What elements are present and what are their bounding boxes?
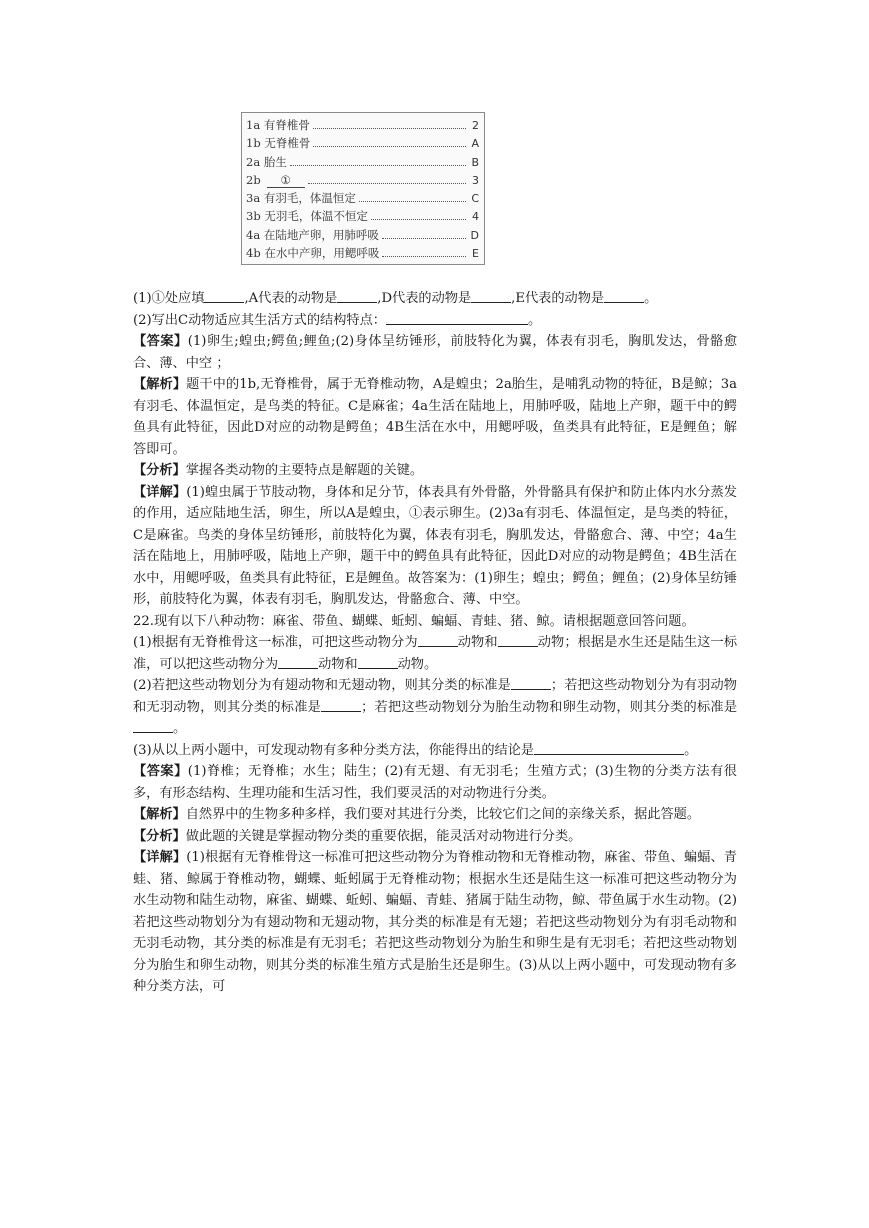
key-row [246, 171, 479, 189]
analysis-text: 题干中的1b,无脊椎骨，属于无脊椎动物，A是蝗虫；2a胎生，是哺乳动物的特征，B是鲸；3a有羽毛、体温恒定，是鸟类的特征。C是麻雀；4a生活在陆地上，用肺呼吸，陆地上产卵，题干中的鳄鱼具有此特征，因此D对应的动物是鳄鱼；4B生活在水中，用鳃呼吸，鱼类具有此特征，E是鲤鱼；解答即可。 [133, 377, 737, 457]
key-row-text: 1a 有脊椎骨 [246, 118, 310, 132]
key-row [246, 116, 479, 134]
text-segment: (2)若把这些动物划分为有翅动物和无翅动物，则其分类的标准是 [133, 678, 511, 693]
q22-part1 [133, 632, 737, 675]
answer-blank [511, 675, 551, 690]
text-segment: 。 [173, 721, 187, 736]
key-row-destination: D [470, 228, 479, 242]
q22-analysis [133, 804, 737, 826]
q21-part1 [133, 288, 737, 310]
answer-blank [358, 654, 398, 669]
document-body [133, 288, 737, 998]
text-segment: (1)①处应填 [133, 291, 205, 306]
answer-blank [204, 288, 244, 303]
answer-blank [321, 697, 361, 712]
answer-blank [337, 288, 377, 303]
key-row-destination: A [471, 137, 479, 151]
q21-detail [133, 482, 737, 611]
text-segment: 动物和 [318, 656, 358, 672]
text-segment: (2)写出C动物适应其生活方式的结构特点： [133, 312, 386, 328]
key-leader-dots [371, 207, 466, 220]
text-segment: ；若把这些动物划分为胎生动物和卵生动物，则其分类的标准是 [361, 699, 738, 715]
q22-answer [133, 761, 737, 804]
key-leader-dots [313, 134, 466, 147]
text-segment: ,D代表的动物是 [377, 291, 472, 306]
key-row-text: 4a 在陆地产卵，用肺呼吸 [246, 227, 379, 242]
answer-text: (1)卵生;蝗虫;鳄鱼;鲤鱼;(2)身体呈纺锤形，前肢特化为翼，体表有羽毛，胸肌发达，骨骼愈合、薄、中空 ； [133, 334, 737, 371]
dichotomous-key-figure [241, 112, 485, 265]
answer-blank [534, 740, 684, 755]
answer-blank [418, 632, 458, 647]
q22-part3 [133, 740, 737, 762]
key-row-destination: C [471, 192, 479, 206]
detail-tag: 【详解】 [133, 484, 187, 500]
answer-blank [278, 654, 318, 669]
q21-part2 [133, 310, 737, 332]
key-row-destination: 3 [472, 173, 479, 187]
key-row-destination: B [471, 155, 479, 169]
fenxi-text: 做此题的关键是掌握动物分类的重要依据，能灵活对动物进行分类。 [185, 828, 582, 844]
key-row [246, 226, 479, 244]
answer-tag: 【答案】 [133, 764, 188, 779]
key-leader-dots [382, 244, 466, 257]
analysis-tag: 【解析】 [133, 807, 186, 822]
text-segment: 动物。 [397, 656, 438, 672]
fenxi-text: 掌握各类动物的主要特点是解题的关键。 [185, 463, 424, 478]
key-row-text: 4b 在水中产卵，用鳃呼吸 [246, 246, 380, 261]
analysis-text: 自然界中的生物多种多样，我们要对其进行分类，比较它们之间的亲缘关系，据此答题。 [185, 807, 701, 822]
text-segment: 动物；根据是水生还是陆生这一标准，可以把这些动物分为 [133, 635, 738, 672]
text-segment: (3)从以上两小题中，可发现动物有多种分类方法，你能得出的结论是 [133, 742, 535, 758]
q22-part2 [133, 675, 737, 740]
key-row [246, 189, 479, 207]
text-segment: ；若把这些动物划分为有羽动物和无羽动物，则其分类的标准是 [133, 678, 737, 715]
text-segment: ,E代表的动物是 [511, 291, 605, 306]
answer-blank [604, 288, 644, 303]
detail-text: (1)根据有无脊椎骨这一标准可把这些动物分为脊椎动物和无脊椎动物，麻雀、带鱼、蝙蝠、青蛙、猪、鲸属于脊椎动物，蝴蝶、蚯蚓属于无脊椎动物；根据水生还是陆生这一标准可把这些动物分为水生动物和陆生动物，麻雀、蝴蝶、蚯蚓、蝙蝠、青蛙、猪属于陆生动物，鲸、带鱼属于水生动物。(2)若把这些动物划分为有翅动物和无翅动物，其分类的标准是有无翅；若把这些动物划分为有羽毛动物和无羽毛动物，其分类的标准是有无羽毛；若把这些动物划分为胎生和卵生是有无羽毛；若把这些动物划分为胎生和卵生动物，则其分类的标准生殖方式是胎生还是卵生。(3)从以上两小题中，可发现动物有多种分类方法，可 [133, 850, 737, 994]
q21-fenxi [133, 460, 737, 482]
key-row [246, 207, 479, 225]
answer-tag: 【答案】 [133, 334, 188, 349]
key-row-text: 3a 有羽毛，体温恒定 [246, 191, 356, 206]
key-blank-circled-1: ① [267, 173, 305, 188]
key-row-destination: 4 [472, 210, 479, 224]
key-row-text: 1b 无脊椎骨 [246, 136, 311, 151]
q21-analysis [133, 374, 737, 460]
text-segment: 。 [527, 312, 542, 328]
q22-detail [133, 847, 737, 998]
answer-blank [386, 310, 528, 325]
key-row [246, 153, 479, 171]
key-leader-dots [359, 189, 466, 202]
text-segment: 动物和 [457, 635, 498, 650]
detail-tag: 【详解】 [133, 850, 187, 865]
text-segment: 。 [684, 742, 698, 758]
key-leader-dots [313, 116, 466, 129]
answer-blank [498, 632, 538, 647]
answer-text: (1)脊椎；无脊椎；水生；陆生；(2)有无翅、有无羽毛；生殖方式；(3)生物的分类方法有很多，有形态结构、生理功能和生活习性，我们要灵活的对动物进行分类。 [133, 764, 737, 801]
key-row-destination: 2 [472, 119, 479, 132]
key-row-text: 2b [246, 172, 261, 187]
key-row-text: 3b 无羽毛，体温不恒定 [246, 209, 368, 224]
text-segment: ,A代表的动物是 [244, 291, 338, 306]
key-row [246, 244, 479, 262]
text-segment: (1)根据有无脊椎骨这一标准，可把这些动物分为 [133, 635, 418, 650]
key-leader-dots [290, 153, 466, 166]
key-leader-dots [382, 226, 466, 239]
answer-blank [133, 718, 173, 733]
analysis-tag: 【解析】 [133, 377, 187, 392]
key-leader-dots [308, 171, 466, 184]
text-segment: 。 [644, 291, 658, 306]
key-row [246, 134, 479, 152]
detail-text: (1)蝗虫属于节肢动物，身体和足分节，体表具有外骨骼，外骨骼具有保护和防止体内水分蒸发的作用，适应陆地生活，卵生，所以A是蝗虫，①表示卵生。(2)3a有羽毛、体温恒定，是鸟类的特征，C是麻雀。鸟类的身体呈纺锤形，前肢特化为翼，体表有羽毛，胸肌发达，骨骼愈合、薄、中空；4a生活在陆地上，用肺呼吸，陆地上产卵，题干中的鳄鱼具有此特征，因此D对应的动物是鳄鱼；4B生活在水中，用鳃呼吸，鱼类具有此特征，E是鲤鱼。故答案为：(1)卵生；蝗虫；鳄鱼；鲤鱼；(2)身体呈纺锤形，前肢特化为翼，体表有羽毛，胸肌发达，骨骼愈合、薄、中空。 [133, 484, 737, 607]
q21-answer [133, 331, 737, 374]
q22-stem: 22.现有以下八种动物：麻雀、带鱼、蝴蝶、蚯蚓、蝙蝠、青蛙、猪、鲸。请根据题意回答问题。 [133, 613, 695, 629]
answer-blank [471, 288, 511, 303]
fenxi-tag: 【分析】 [133, 828, 186, 844]
q22-fenxi [133, 826, 737, 848]
fenxi-tag: 【分析】 [133, 463, 186, 478]
key-row-destination: E [472, 247, 479, 261]
key-row-text: 2a 胎生 [246, 154, 287, 169]
